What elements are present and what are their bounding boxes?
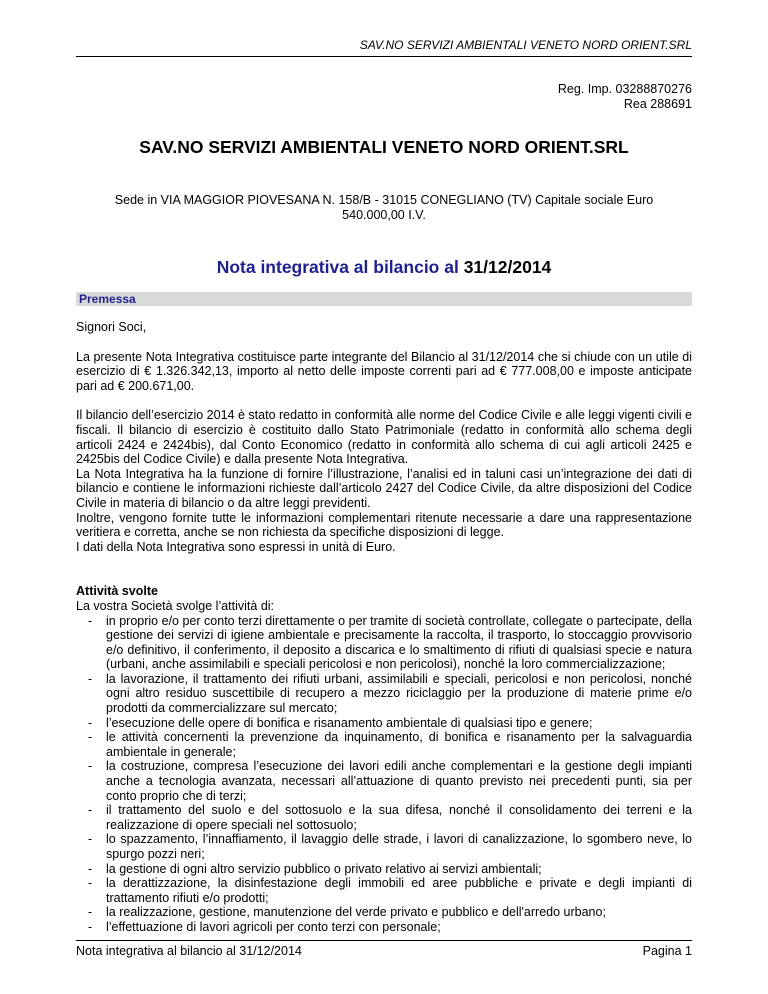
list-item: - il trattamento del suolo e del sottosuolo e la sua difesa, nonché il consolidamento dei terreni e la realizzazione di opere speciali nel sottosuolo;	[76, 803, 692, 832]
document-title	[76, 257, 692, 278]
rea: Rea 288691	[623, 97, 692, 111]
list-item: - la realizzazione, gestione, manutenzione del verde privato e pubblico e dell'arredo urbano;	[76, 905, 692, 920]
document-title-prefix: Nota integrativa al bilancio al	[216, 257, 464, 277]
paragraph-utile: La presente Nota Integrativa costituisce parte integrante del Bilancio al 31/12/2014 che si chiude con un utile di esercizio di € 1.326.342,13, importo al netto delle imposte correnti pari ad € 777.008,00 e imposte anticipate pari ad € 200.671,00.	[76, 349, 692, 393]
paragraph: I dati della Nota Integrativa sono espressi in unità di Euro.	[76, 539, 396, 554]
paragraph: La Nota Integrativa ha la funzione di fornire l’illustrazione, l’analisi ed in taluni casi un’integrazione dei dati di bilancio e contiene le informazioni richieste dall’articolo 2427 del Codice Civile, da altre disposizioni del Codice Civile in materia di bilancio o da altre leggi previdenti.	[76, 466, 692, 510]
list-item: - in proprio e/o per conto terzi direttamente o per tramite di società controllate, collegate o partecipate, della gestione dei servizi di igiene ambientale e precisamente la raccolta, il trasporto, lo stoccaggio provvisorio e/o definitivo, il conferimento, il deposito a discarica e lo smaltimento di rifiuti di qualsiasi specie e natura (urbani, anche assimilabili e speciali pericolosi e non pericolosi), nonché la loro commercializzazione;	[76, 614, 692, 672]
paragraph: Inoltre, vengono fornite tutte le informazioni complementari ritenute necessarie a dare una rappresentazione veritiera e corretta, anche se non richiesta da specifiche disposizioni di legge.	[76, 510, 692, 540]
section-title: Premessa	[79, 292, 136, 306]
activities-list	[76, 614, 692, 935]
footer-rule	[76, 940, 692, 941]
paragraph: Il bilancio dell’esercizio 2014 è stato redatto in conformità alle norme del Codice Civile e alle leggi vigenti civili e fiscali. Il bilancio di esercizio è costituito dallo Stato Patrimoniale (redatto in conformità allo schema degli articoli 2424 e 2424bis), dal Conto Economico (redatto in conformità allo schema di cui agli articoli 2425 e 2425bis del Codice Civile) e dalla presente Nota Integrativa.	[76, 408, 692, 467]
list-item: - la gestione di ogni altro servizio pubblico o privato relativo ai servizi ambientali;	[76, 862, 692, 877]
list-item: - le attività concernenti la prevenzione da inquinamento, di bonifica e risanamento per la salvaguardia ambientale in generale;	[76, 730, 692, 759]
list-item: - l’esecuzione delle opere di bonifica e risanamento ambientale di qualsiasi tipo e genere;	[76, 716, 692, 731]
list-item: - la costruzione, compresa l’esecuzione dei lavori edili anche complementari e la gestione degli impianti anche a tecnologia avanzata, necessari all’attuazione di quanto previsto nei precedenti punti, sia per conto proprio che di terzi;	[76, 759, 692, 803]
list-item: - la derattizzazione, la disinfestazione degli immobili ed aree pubbliche e private e degli impianti di trattamento rifiuti e/o prodotti;	[76, 876, 692, 905]
document-title-date: 31/12/2014	[463, 257, 552, 277]
document-body	[76, 320, 692, 935]
company-title: SAV.NO SERVIZI AMBIENTALI VENETO NORD ORIENT.SRL	[139, 137, 629, 157]
page-number: Pagina 1	[642, 944, 692, 958]
reg-imp: Reg. Imp. 03288870276	[557, 82, 692, 96]
activities-intro: La vostra Società svolge l’attività di:	[76, 598, 275, 613]
header-rule	[76, 56, 692, 57]
greeting: Signori Soci,	[76, 320, 147, 334]
footer-title: Nota integrativa al bilancio al 31/12/2014	[76, 944, 302, 958]
company-address: Sede in VIA MAGGIOR PIOVESANA N. 158/B - 31015 CONEGLIANO (TV) Capitale sociale Euro 540.000,00 I.V.	[114, 193, 654, 222]
list-item: - l’effettuazione di lavori agricoli per conto terzi con personale;	[76, 920, 692, 935]
registry-info	[558, 82, 692, 112]
list-item: - lo spazzamento, l’innaffiamento, il lavaggio delle strade, i lavori di canalizzazione, lo sgombero neve, lo spurgo pozzi neri;	[76, 832, 692, 861]
running-header: SAV.NO SERVIZI AMBIENTALI VENETO NORD ORIENT.SRL	[359, 38, 692, 52]
activities-heading: Attività svolte	[76, 584, 158, 599]
list-item: - la lavorazione, il trattamento dei rifiuti urbani, assimilabili e speciali, pericolosi e non pericolosi, nonché ogni altro residuo suscettibile di recupero a mezzo riciclaggio per la produzione di materie prime e/o prodotti da commercializzare sul mercato;	[76, 672, 692, 716]
section-band	[76, 292, 692, 306]
page-footer	[76, 944, 692, 958]
